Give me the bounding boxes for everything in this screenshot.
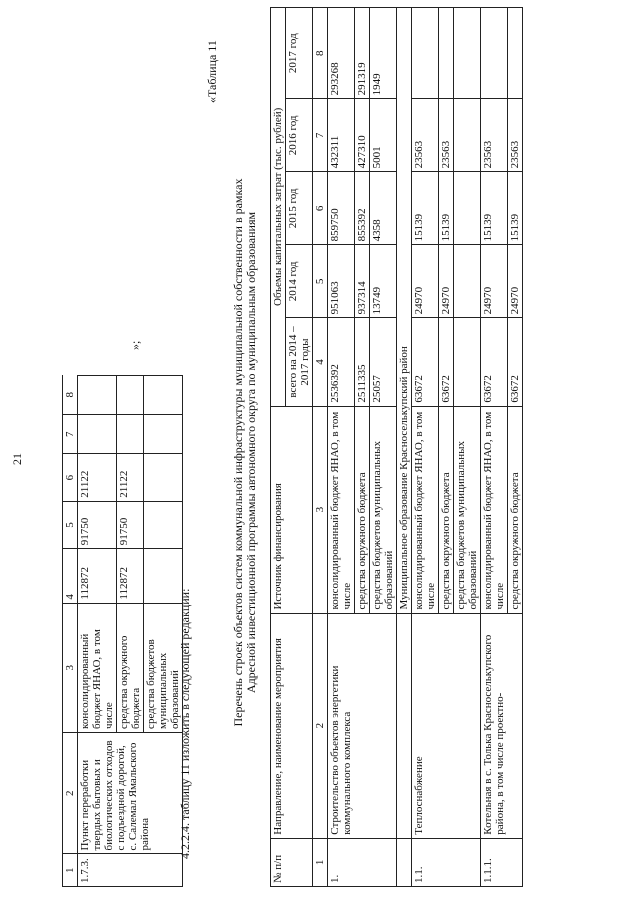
- table-header-row: [271, 8, 286, 887]
- value-cell: 24970: [481, 245, 508, 318]
- row-number: 1.1.1.: [481, 838, 523, 886]
- source-cell: средства окружного бюджета: [439, 406, 454, 613]
- header-source: Источник финансирования: [271, 406, 313, 613]
- value-cell: [117, 376, 144, 415]
- value-cell: 859750: [328, 172, 355, 245]
- value-cell: 23563: [508, 99, 523, 172]
- header-cell: 6: [63, 454, 78, 501]
- value-cell: 24970: [412, 245, 439, 318]
- municipality-row: [397, 8, 412, 887]
- header-2017: 2017 год: [286, 8, 313, 99]
- value-cell: 427310: [355, 99, 370, 172]
- value-cell: [454, 8, 481, 99]
- empty-cell: [397, 838, 412, 886]
- row-number: 1.: [328, 838, 397, 886]
- header-cell: 2: [63, 732, 78, 854]
- value-cell: [439, 8, 454, 99]
- source-cell: консолидированный бюджет ЯНАО, в том числе: [328, 406, 355, 613]
- header-num: № п/п: [271, 838, 313, 886]
- header-cell: 8: [63, 376, 78, 415]
- value-cell: 15139: [508, 172, 523, 245]
- value-cell: 25057: [370, 318, 397, 406]
- value-cell: [454, 172, 481, 245]
- row-name: Пункт переработки твердых бытовых и биологических отходов с подъездной дорогой, с. Салемал Ямальского района: [78, 732, 183, 854]
- value-cell: 951063: [328, 245, 355, 318]
- table-row: [481, 8, 508, 887]
- row-number: 1.7.3.: [78, 854, 183, 887]
- value-cell: 293268: [328, 8, 355, 99]
- table-heading-line-2: Адресной инвестиционной программы автономного округа по муниципальным образованиям: [244, 211, 258, 694]
- source-cell: средства бюджетов муниципальных образований: [454, 406, 481, 613]
- value-cell: [144, 454, 183, 501]
- index-row: [313, 8, 328, 887]
- header-2016: 2016 год: [286, 99, 313, 172]
- value-cell: [508, 8, 523, 99]
- table-heading-line-1: Перечень строек объектов систем коммунальной инфраструктуры муниципальной собственности в рамках: [231, 178, 245, 727]
- value-cell: 432311: [328, 99, 355, 172]
- amendment-instruction: 4.2.2.4. таблицу 11 изложить в следующей редакции:: [178, 588, 192, 859]
- value-cell: 23563: [412, 99, 439, 172]
- header-cell: 4: [63, 549, 78, 603]
- value-cell: [144, 376, 183, 415]
- value-cell: 5001: [370, 99, 397, 172]
- empty-cell: [397, 613, 412, 838]
- municipality-name: Муниципальное образование Красноселькупский район: [397, 8, 412, 614]
- header-2014: 2014 год: [286, 245, 313, 318]
- value-cell: 63672: [439, 318, 454, 406]
- value-cell: [481, 8, 508, 99]
- source-cell: консолидированный бюджет ЯНАО, в том числе: [78, 603, 117, 732]
- header-cell: 5: [63, 501, 78, 548]
- value-cell: [454, 318, 481, 406]
- row-number: 1.1.: [412, 838, 481, 886]
- index-cell: 7: [313, 99, 328, 172]
- source-cell: средства окружного бюджета: [355, 406, 370, 613]
- index-cell: 3: [313, 406, 328, 613]
- value-cell: [454, 245, 481, 318]
- value-cell: 21122: [117, 454, 144, 501]
- table-row: [328, 8, 355, 887]
- source-cell: консолидированный бюджет ЯНАО, в том числе: [481, 406, 508, 613]
- value-cell: 63672: [412, 318, 439, 406]
- value-cell: 4358: [370, 172, 397, 245]
- value-cell: 23563: [439, 99, 454, 172]
- value-cell: 91750: [78, 501, 117, 548]
- header-cell: 3: [63, 603, 78, 732]
- index-cell: 2: [313, 613, 328, 838]
- value-cell: 15139: [412, 172, 439, 245]
- index-cell: 1: [313, 838, 328, 886]
- header-2015: 2015 год: [286, 172, 313, 245]
- value-cell: 63672: [508, 318, 523, 406]
- header-total: всего на 2014 –2017 годы: [286, 318, 313, 406]
- source-cell: средства бюджетов муниципальных образований: [370, 406, 397, 613]
- closing-quote-mark: »;: [128, 340, 142, 350]
- row-name: Строительство объектов энергетики коммунального комплекса: [328, 613, 397, 838]
- page-number: 21: [10, 453, 24, 465]
- table-row: [412, 8, 439, 887]
- table-row: [78, 376, 117, 887]
- value-cell: 24970: [508, 245, 523, 318]
- header-volume: Объемы капитальных затрат (тыс. рублей): [271, 8, 286, 407]
- table-label: «Таблица 11: [205, 40, 219, 103]
- continued-table: [62, 375, 183, 887]
- value-cell: 112872: [78, 549, 117, 603]
- value-cell: [144, 414, 183, 453]
- source-cell: средства окружного бюджета: [117, 603, 144, 732]
- value-cell: 91750: [117, 501, 144, 548]
- value-cell: 112872: [117, 549, 144, 603]
- index-cell: 6: [313, 172, 328, 245]
- header-name: Направление, наименование мероприятия: [271, 613, 313, 838]
- value-cell: [144, 549, 183, 603]
- capital-costs-table: [270, 7, 523, 887]
- value-cell: [144, 501, 183, 548]
- value-cell: 15139: [481, 172, 508, 245]
- value-cell: [78, 376, 117, 415]
- source-cell: средства бюджетов муниципальных образований: [144, 603, 183, 732]
- header-cell: 7: [63, 414, 78, 453]
- row-name: Котельная в с. Толька Красноселькупского района, в том числе проектно-: [481, 613, 523, 838]
- value-cell: 24970: [439, 245, 454, 318]
- index-cell: 8: [313, 8, 328, 99]
- source-cell: консолидированный бюджет ЯНАО, в том числе: [412, 406, 439, 613]
- value-cell: 937314: [355, 245, 370, 318]
- value-cell: 23563: [481, 99, 508, 172]
- index-cell: 5: [313, 245, 328, 318]
- value-cell: 855392: [355, 172, 370, 245]
- value-cell: 13749: [370, 245, 397, 318]
- value-cell: 1949: [370, 8, 397, 99]
- row-name: Теплоснабжение: [412, 613, 481, 838]
- value-cell: 291319: [355, 8, 370, 99]
- header-cell: 1: [63, 854, 78, 887]
- value-cell: 15139: [439, 172, 454, 245]
- value-cell: 21122: [78, 454, 117, 501]
- value-cell: 2511335: [355, 318, 370, 406]
- value-cell: 63672: [481, 318, 508, 406]
- value-cell: [412, 8, 439, 99]
- index-cell: 4: [313, 318, 328, 406]
- value-cell: [78, 414, 117, 453]
- value-cell: [117, 414, 144, 453]
- table-header-row: [63, 376, 78, 887]
- source-cell: средства окружного бюджета: [508, 406, 523, 613]
- value-cell: [454, 99, 481, 172]
- value-cell: 2536392: [328, 318, 355, 406]
